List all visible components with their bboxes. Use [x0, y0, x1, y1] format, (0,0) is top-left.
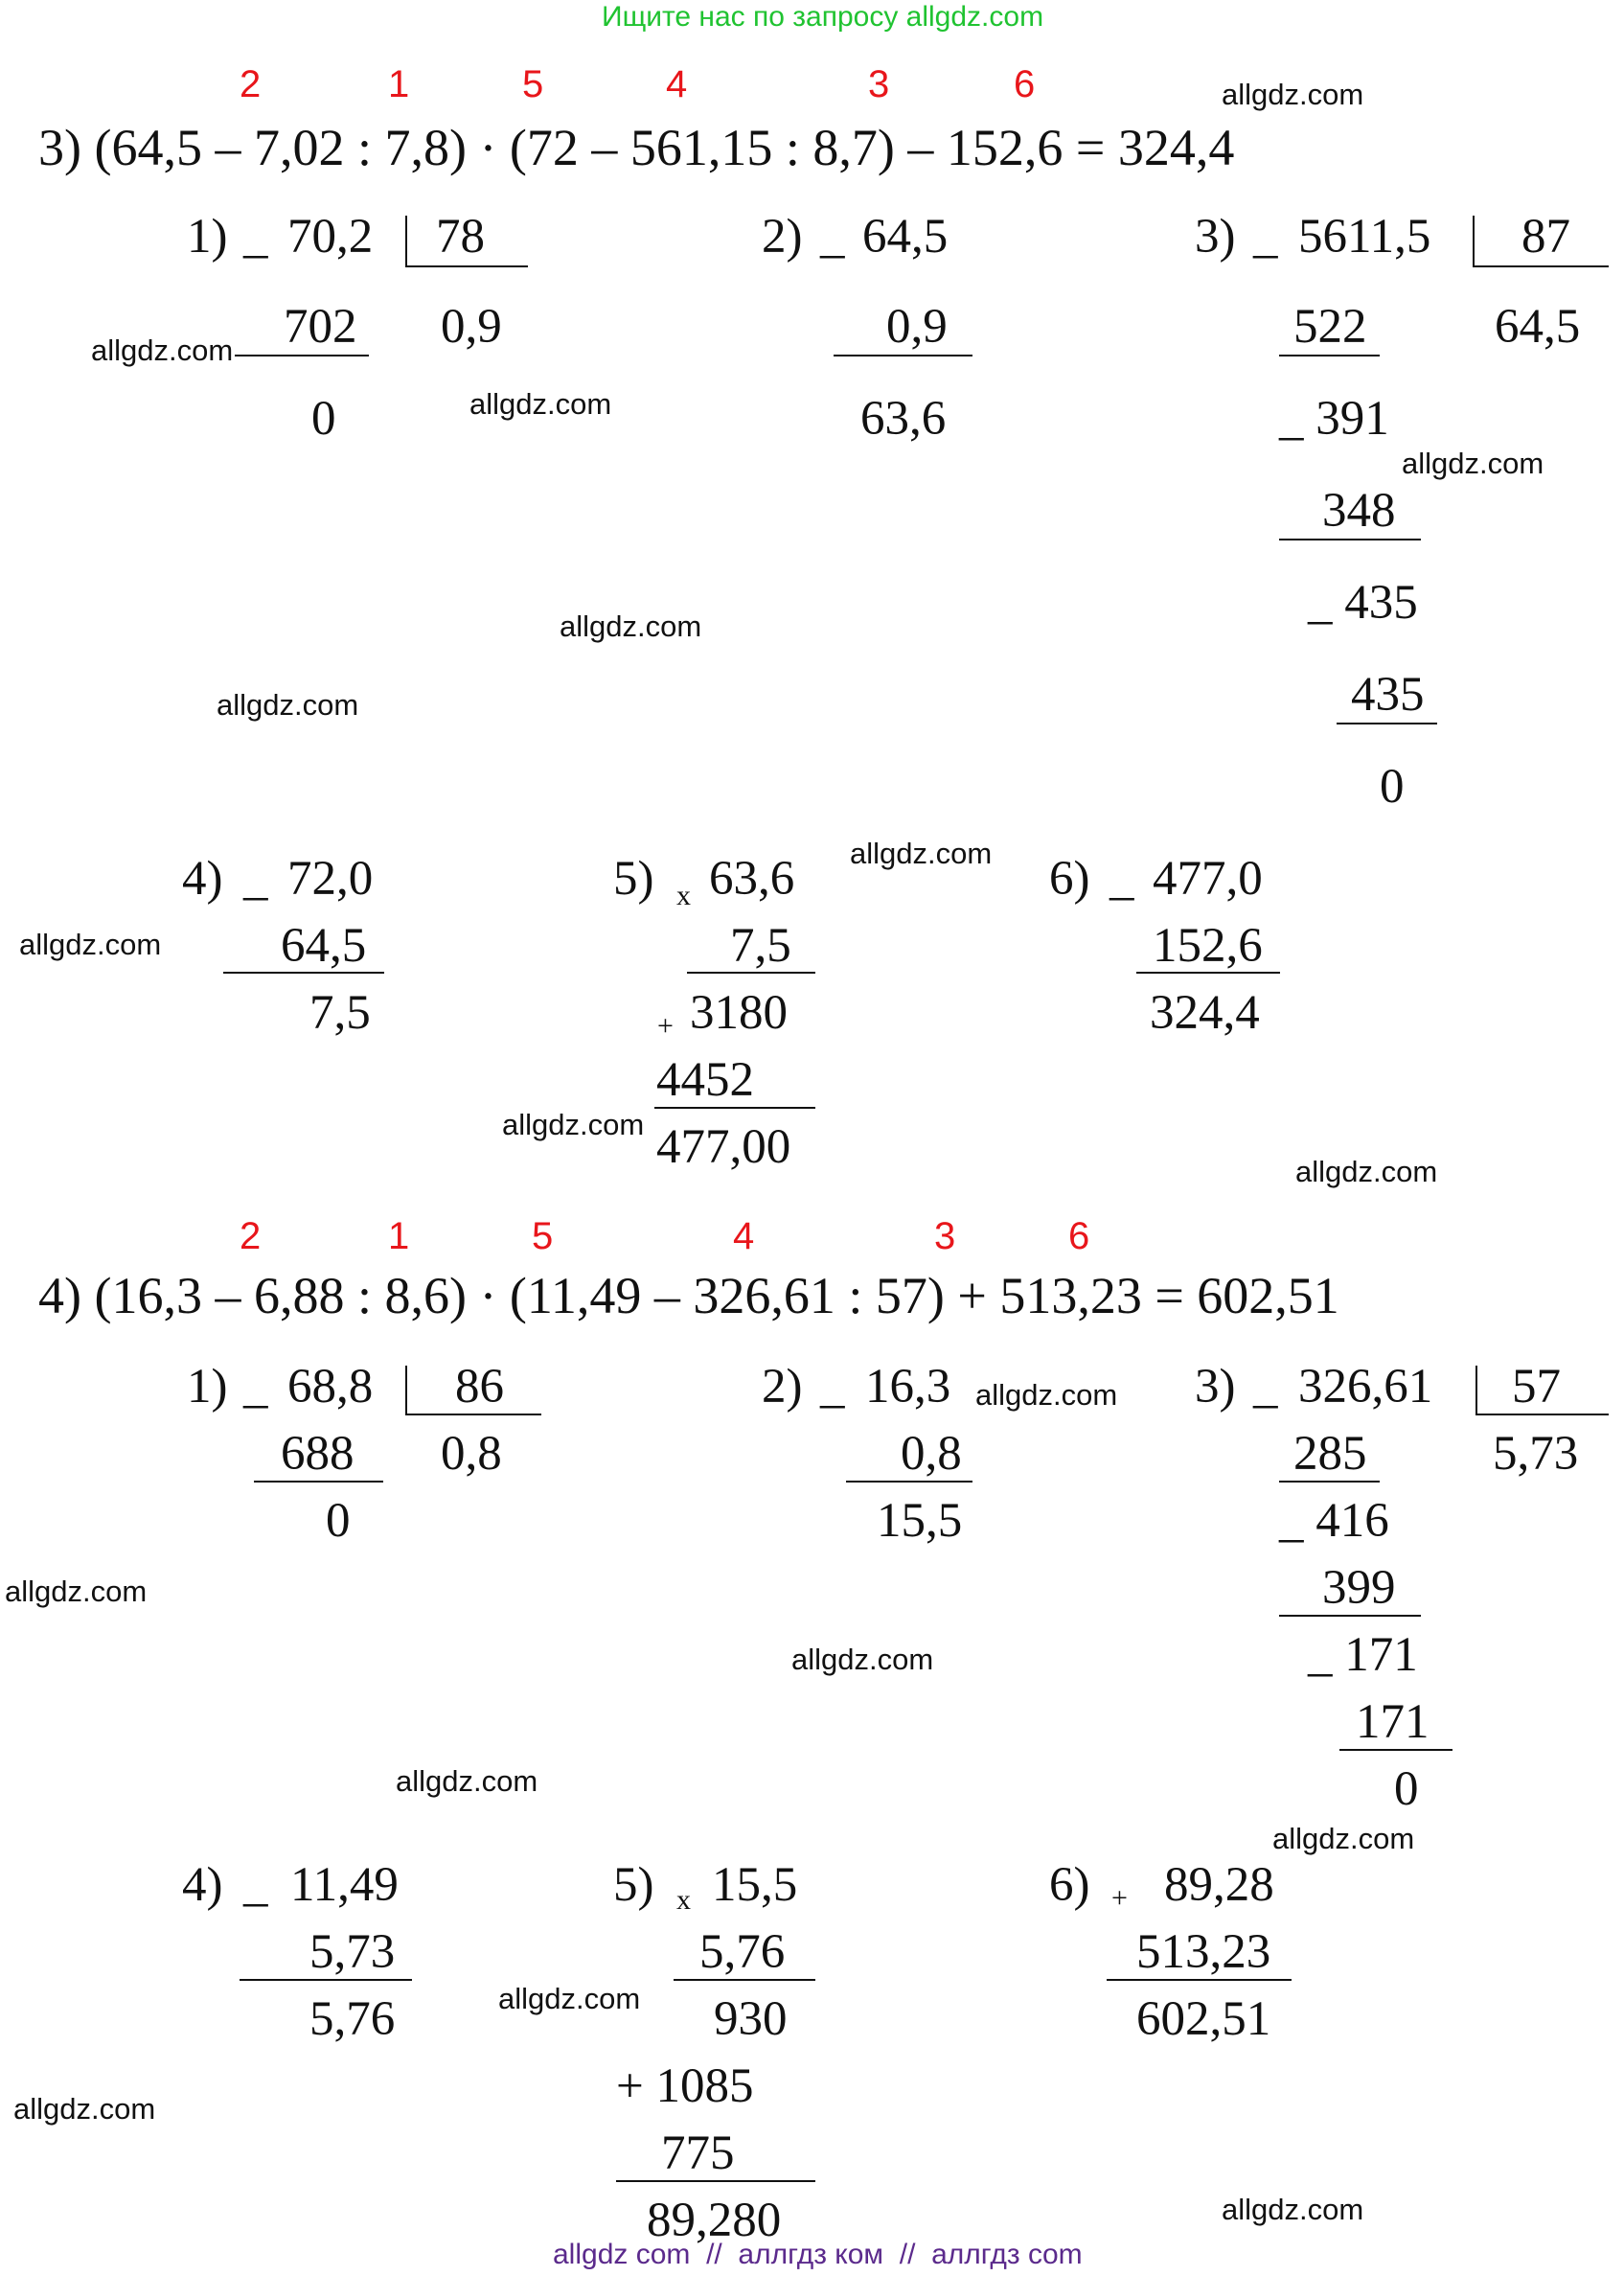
minuend: 477,0: [1153, 852, 1263, 906]
watermark: allgdz.com: [13, 2092, 156, 2126]
step-label: 6): [1049, 852, 1090, 906]
order-number: 4: [666, 63, 688, 105]
minus-sign: _: [243, 1360, 268, 1414]
step-label: 4): [182, 852, 223, 906]
subtrahend: 152,6: [1153, 919, 1263, 973]
watermark: allgdz.com: [498, 1982, 641, 2015]
subtrahend: 688: [281, 1427, 355, 1481]
minus-sign: _: [1109, 852, 1134, 906]
order-number: 2: [240, 63, 262, 105]
addend: 89,28: [1164, 1858, 1274, 1912]
order-number: 3: [868, 63, 890, 105]
step-label: 1): [187, 210, 228, 264]
product-line: [687, 972, 815, 974]
minuend: 72,0: [287, 852, 374, 906]
watermark: allgdz.com: [850, 837, 993, 870]
step-label: 4): [182, 1858, 223, 1912]
remainder: 0: [1394, 1762, 1419, 1816]
plus-sign: +: [657, 1010, 674, 1042]
subtraction-line: [254, 1481, 383, 1483]
watermark: allgdz.com: [1402, 447, 1544, 480]
subtraction-line: [235, 355, 369, 356]
division-step: 435: [1351, 668, 1425, 722]
step-label: 1): [187, 1360, 228, 1414]
quotient: 5,73: [1493, 1427, 1579, 1481]
watermark: allgdz.com: [91, 333, 234, 367]
subtraction-line: [1279, 1481, 1380, 1483]
order-number: 5: [522, 63, 544, 105]
minus-sign: _: [820, 1360, 845, 1414]
result-line: [1107, 1979, 1292, 1981]
result-line: [834, 355, 972, 356]
minuend: 11,49: [290, 1858, 399, 1912]
order-number: 4: [733, 1215, 755, 1257]
remainder: 0: [1380, 760, 1405, 814]
multiply-sign: x: [676, 1884, 691, 1916]
subtraction-line: [1279, 355, 1380, 356]
watermark: allgdz.com: [1222, 78, 1364, 111]
sum-line: [654, 1107, 815, 1109]
division-bar: [1473, 216, 1475, 265]
result-line: [846, 1481, 972, 1483]
watermark: allgdz.com: [469, 387, 612, 421]
order-number: 6: [1068, 1215, 1090, 1257]
minus-sign: _: [243, 852, 268, 906]
order-number: 5: [532, 1215, 554, 1257]
subtraction-line: [1279, 1615, 1421, 1617]
watermark: allgdz.com: [1222, 2193, 1364, 2226]
product: 89,280: [647, 2194, 782, 2247]
divisor: 87: [1521, 210, 1570, 264]
factor: 63,6: [709, 852, 795, 906]
divisor: 78: [436, 210, 485, 264]
multiply-sign: x: [676, 880, 691, 911]
difference: 63,6: [860, 392, 947, 446]
divisor-line: [405, 265, 528, 267]
division-step: 285: [1293, 1427, 1367, 1481]
partial-product: 930: [714, 1992, 788, 2046]
watermark: allgdz.com: [5, 1575, 148, 1608]
division-step: _ 435: [1308, 576, 1418, 630]
subtrahend: 0,8: [901, 1427, 962, 1481]
product: 477,00: [656, 1120, 791, 1174]
order-number: 1: [388, 63, 410, 105]
step-label: 6): [1049, 1858, 1090, 1912]
quotient: 64,5: [1495, 300, 1581, 354]
step-label: 5): [613, 1858, 654, 1912]
dividend: 5611,5: [1298, 210, 1431, 264]
minus-sign: _: [1253, 210, 1278, 264]
order-number: 6: [1014, 63, 1036, 105]
watermark: allgdz.com: [396, 1764, 538, 1798]
divisor-line: [405, 1414, 541, 1415]
dividend: 68,8: [287, 1360, 374, 1414]
quotient: 0,8: [441, 1427, 502, 1481]
difference: 324,4: [1150, 986, 1260, 1040]
division-bar: [405, 1366, 407, 1414]
division-step: 399: [1322, 1561, 1396, 1615]
remainder: 0: [326, 1494, 351, 1548]
top-banner: Ищите нас по запросу allgdz.com: [602, 1, 1044, 33]
watermark: allgdz.com: [1272, 1822, 1415, 1855]
watermark: allgdz.com: [560, 609, 702, 643]
divisor: 86: [455, 1360, 504, 1414]
partial-product: 3180: [690, 986, 788, 1040]
partial-product: 4452: [656, 1053, 754, 1107]
task3-expression: 3) (64,5 – 7,02 : 7,8) · (72 – 561,15 : 8,7) – 152,6 = 324,4: [38, 119, 1235, 176]
watermark: allgdz.com: [1295, 1155, 1438, 1188]
division-step: 522: [1293, 300, 1367, 354]
division-step: _ 416: [1279, 1494, 1389, 1548]
remainder: 0: [311, 392, 336, 446]
difference: 15,5: [877, 1494, 963, 1548]
division-step: _ 391: [1279, 392, 1389, 446]
minuend: 16,3: [865, 1360, 951, 1414]
factor: 5,76: [699, 1925, 786, 1979]
step-label: 3): [1195, 210, 1236, 264]
dividend: 70,2: [287, 210, 374, 264]
division-bar: [1475, 1366, 1477, 1414]
watermark: allgdz.com: [217, 688, 359, 722]
divisor-line: [1475, 1414, 1609, 1415]
difference: 7,5: [309, 986, 371, 1040]
result-line: [1136, 972, 1280, 974]
result-line: [240, 1979, 412, 1981]
division-step: 348: [1322, 484, 1396, 538]
watermark: allgdz.com: [502, 1108, 645, 1141]
divisor: 57: [1512, 1360, 1561, 1414]
division-step: 171: [1356, 1695, 1430, 1749]
plus-sign: +: [1111, 1882, 1128, 1914]
subtraction-line: [1339, 1749, 1452, 1751]
partial-product: + 1085: [616, 2059, 754, 2113]
task4-expression: 4) (16,3 – 6,88 : 8,6) · (11,49 – 326,61 : 57) + 513,23 = 602,51: [38, 1267, 1339, 1324]
sum: 602,51: [1136, 1992, 1271, 2046]
subtrahend: 702: [284, 300, 357, 354]
minus-sign: _: [243, 210, 268, 264]
subtrahend: 5,73: [309, 1925, 396, 1979]
sum-line: [616, 2180, 815, 2182]
subtraction-line: [1279, 539, 1421, 540]
step-label: 2): [762, 210, 803, 264]
step-label: 5): [613, 852, 654, 906]
watermark: allgdz.com: [975, 1378, 1118, 1412]
division-step: _ 171: [1308, 1628, 1418, 1682]
watermark: allgdz.com: [791, 1643, 934, 1676]
footer-text: allgdz com // аллгдз ком // аллгдз com: [553, 2239, 1083, 2270]
addend: 513,23: [1136, 1925, 1271, 1979]
step-label: 2): [762, 1360, 803, 1414]
quotient: 0,9: [441, 300, 502, 354]
dividend: 326,61: [1298, 1360, 1433, 1414]
factor: 15,5: [712, 1858, 798, 1912]
order-number: 3: [934, 1215, 956, 1257]
divisor-line: [1473, 265, 1609, 267]
order-number: 1: [388, 1215, 410, 1257]
product-line: [674, 1979, 815, 1981]
minuend: 64,5: [862, 210, 949, 264]
partial-product: 775: [661, 2127, 735, 2180]
division-bar: [405, 216, 407, 265]
difference: 5,76: [309, 1992, 396, 2046]
watermark: allgdz.com: [19, 928, 162, 961]
step-label: 3): [1195, 1360, 1236, 1414]
order-number: 2: [240, 1215, 262, 1257]
factor: 7,5: [730, 919, 791, 973]
result-line: [223, 972, 384, 974]
minus-sign: _: [243, 1858, 268, 1912]
minus-sign: _: [820, 210, 845, 264]
minus-sign: _: [1253, 1360, 1278, 1414]
subtraction-line: [1337, 723, 1437, 724]
subtrahend: 64,5: [281, 919, 367, 973]
subtrahend: 0,9: [886, 300, 948, 354]
